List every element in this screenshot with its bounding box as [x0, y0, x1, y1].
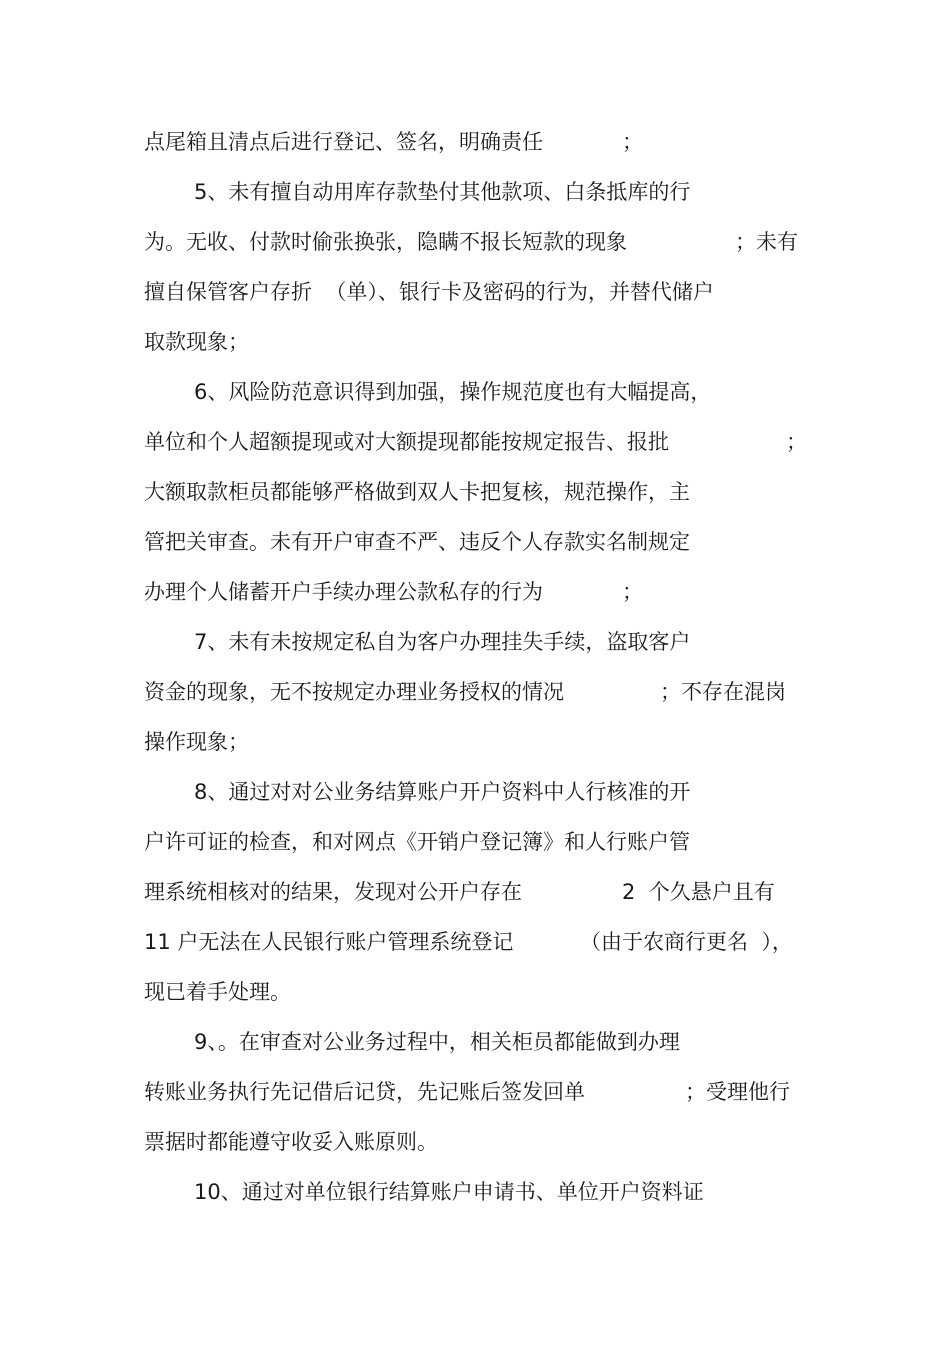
text-line: 2 个久悬户且有 [622, 880, 775, 904]
text-line: 9、。在审查对公业务过程中，相关柜员都能做到办理 [194, 1030, 680, 1054]
text-line: ；不存在混岗 [660, 680, 786, 704]
text-line: ； [622, 580, 643, 604]
text-line: （由于农商行更名 ）， [580, 930, 793, 954]
text-line: 操作现象； [144, 730, 249, 754]
text-line: 户许可证的检查，和对网点《开销户登记簿》和人行账户管 [144, 830, 690, 854]
text-line: 单位和个人超额提现或对大额提现都能按规定报告、报批 [144, 430, 669, 454]
text-line: 5、未有擅自动用库存款垫付其他款项、白条抵库的行 [194, 180, 691, 204]
text-line: 8、通过对对公业务结算账户开户资料中人行核准的开 [194, 780, 691, 804]
text-line: 资金的现象，无不按规定办理业务授权的情况 [144, 680, 564, 704]
text-line: 擅自保管客户存折 （单）、银行卡及密码的行为，并替代储户 [144, 280, 714, 304]
text-line: ； [786, 430, 807, 454]
text-line: 现已着手处理。 [144, 980, 291, 1004]
text-line: 票据时都能遵守收妥入账原则。 [144, 1130, 438, 1154]
text-line: 转账业务执行先记借后记贷，先记账后签发回单 [144, 1080, 585, 1104]
text-line: 11 户无法在人民银行账户管理系统登记 [144, 930, 514, 954]
text-line: 大额取款柜员都能够严格做到双人卡把复核，规范操作，主 [144, 480, 690, 504]
text-line: 理系统相核对的结果，发现对公开户存在 [144, 880, 522, 904]
text-line: 点尾箱且清点后进行登记、签名，明确责任 [144, 130, 543, 154]
text-line: 办理个人储蓄开户手续办理公款私存的行为 [144, 580, 543, 604]
text-line: 10、通过对单位银行结算账户申请书、单位开户资料证 [194, 1180, 704, 1204]
text-line: ；未有 [735, 230, 798, 254]
text-line: ； [622, 130, 643, 154]
text-line: 为。无收、付款时偷张换张，隐瞒不报长短款的现象 [144, 230, 627, 254]
text-line: 7、未有未按规定私自为客户办理挂失手续，盗取客户 [194, 630, 691, 654]
text-line: 6、风险防范意识得到加强，操作规范度也有大幅提高， [194, 380, 712, 404]
text-line: 管把关审查。未有开户审查不严、违反个人存款实名制规定 [144, 530, 690, 554]
text-line: 取款现象； [144, 330, 249, 354]
text-line: ；受理他行 [685, 1080, 790, 1104]
